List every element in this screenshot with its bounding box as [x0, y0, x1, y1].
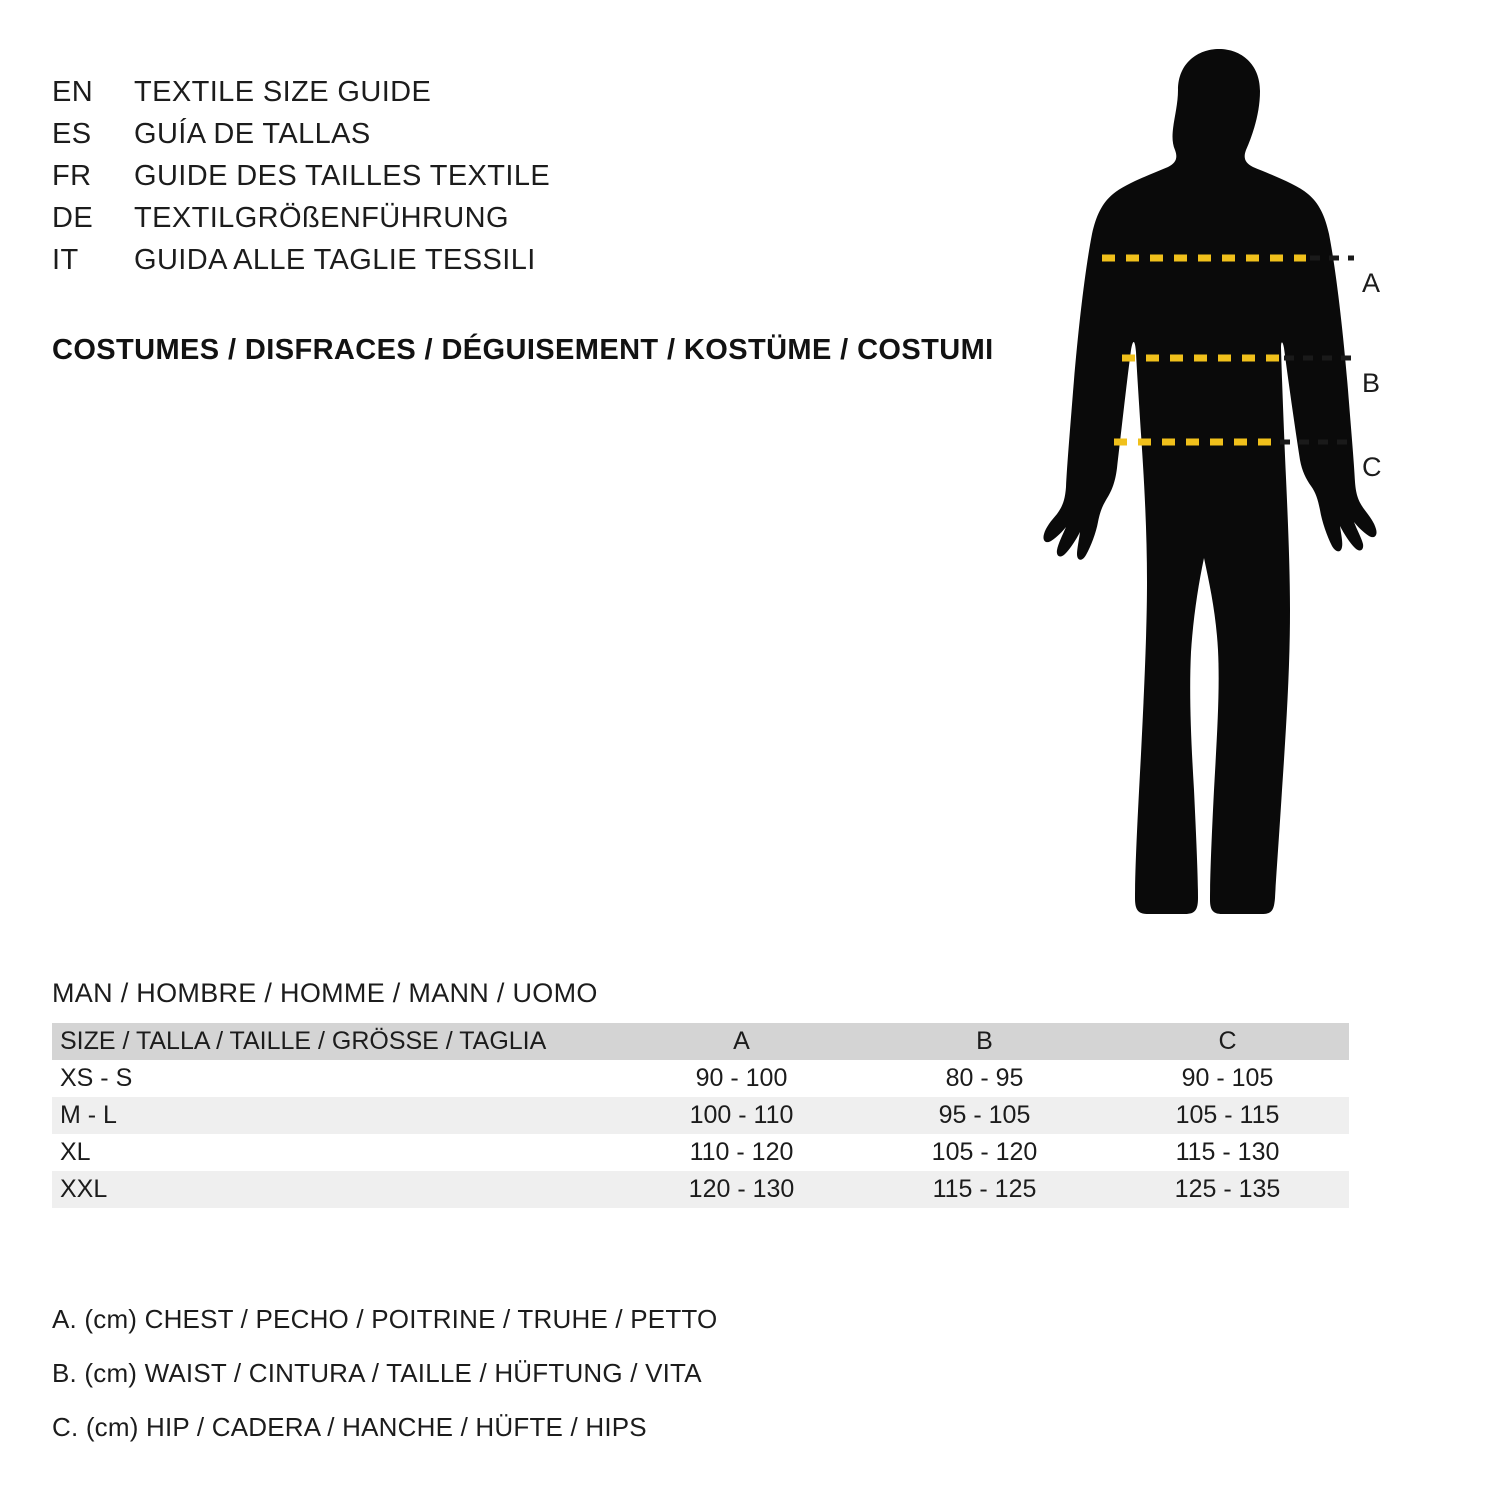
cell-size: XXL	[60, 1175, 108, 1203]
table-row	[52, 1171, 1349, 1208]
cell-b: 105 - 120	[931, 1138, 1038, 1166]
size-table-body	[52, 1060, 1349, 1208]
header-c: C	[1218, 1027, 1237, 1055]
table-row	[52, 1134, 1349, 1171]
language-code-es: ES	[52, 118, 92, 150]
header-a: A	[733, 1027, 750, 1055]
cell-c: 105 - 115	[1175, 1101, 1280, 1129]
language-text-de: TEXTILGRÖßENFÜHRUNG	[134, 202, 509, 234]
cell-c: 90 - 105	[1181, 1064, 1274, 1092]
cell-b: 115 - 125	[932, 1175, 1037, 1203]
cell-size: M - L	[60, 1101, 117, 1129]
size-table-head	[52, 1023, 1349, 1060]
table-header-row	[52, 1023, 1349, 1060]
size-table	[52, 1023, 1349, 1208]
language-text-fr: GUIDE DES TAILLES TEXTILE	[134, 160, 551, 192]
cell-a: 110 - 120	[689, 1138, 794, 1166]
language-row-es	[52, 118, 1032, 160]
table-caption: MAN / HOMBRE / HOMME / MANN / UOMO	[52, 978, 598, 1008]
language-row-de	[52, 202, 1032, 244]
table-row	[52, 1097, 1349, 1134]
language-code-de: DE	[52, 202, 94, 234]
body-measurement-figure	[1010, 30, 1430, 930]
cell-b: 80 - 95	[945, 1064, 1024, 1092]
cell-c: 125 - 135	[1174, 1175, 1281, 1203]
cell-size: XS - S	[60, 1064, 133, 1092]
cell-c: 115 - 130	[1175, 1138, 1280, 1166]
measurement-legend	[52, 1292, 1152, 1454]
table-row	[52, 1060, 1349, 1097]
language-text-es: GUÍA DE TALLAS	[134, 118, 371, 150]
cell-a: 90 - 100	[695, 1064, 788, 1092]
language-row-en	[52, 76, 1032, 118]
legend-row-c: C. (cm) HIP / CADERA / HANCHE / HÜFTE / HIPS	[52, 1412, 647, 1442]
legend-row-a: A. (cm) CHEST / PECHO / POITRINE / TRUHE / PETTO	[52, 1304, 718, 1334]
marker-label-a: A	[1362, 268, 1381, 298]
language-code-it: IT	[52, 244, 79, 276]
marker-label-b: B	[1362, 368, 1381, 398]
header-size: SIZE / TALLA / TAILLE / GRÖSSE / TAGLIA	[60, 1027, 547, 1055]
marker-label-c: C	[1362, 452, 1382, 482]
legend-row-b: B. (cm) WAIST / CINTURA / TAILLE / HÜFTUNG / VITA	[52, 1358, 702, 1388]
header-b: B	[976, 1027, 993, 1055]
category-title: COSTUMES / DISFRACES / DÉGUISEMENT / KOSTÜME / COSTUMI	[52, 334, 994, 366]
size-table-section	[52, 978, 1448, 1208]
language-row-it	[52, 244, 1032, 286]
cell-size: XL	[60, 1138, 91, 1166]
language-text-it: GUIDA ALLE TAGLIE TESSILI	[134, 244, 536, 276]
cell-a: 100 - 110	[689, 1101, 794, 1129]
language-code-fr: FR	[52, 160, 92, 192]
language-code-en: EN	[52, 76, 94, 108]
language-row-fr	[52, 160, 1032, 202]
cell-a: 120 - 130	[688, 1175, 795, 1203]
language-text-en: TEXTILE SIZE GUIDE	[134, 76, 432, 108]
language-header-block	[52, 76, 1032, 286]
cell-b: 95 - 105	[938, 1101, 1031, 1129]
